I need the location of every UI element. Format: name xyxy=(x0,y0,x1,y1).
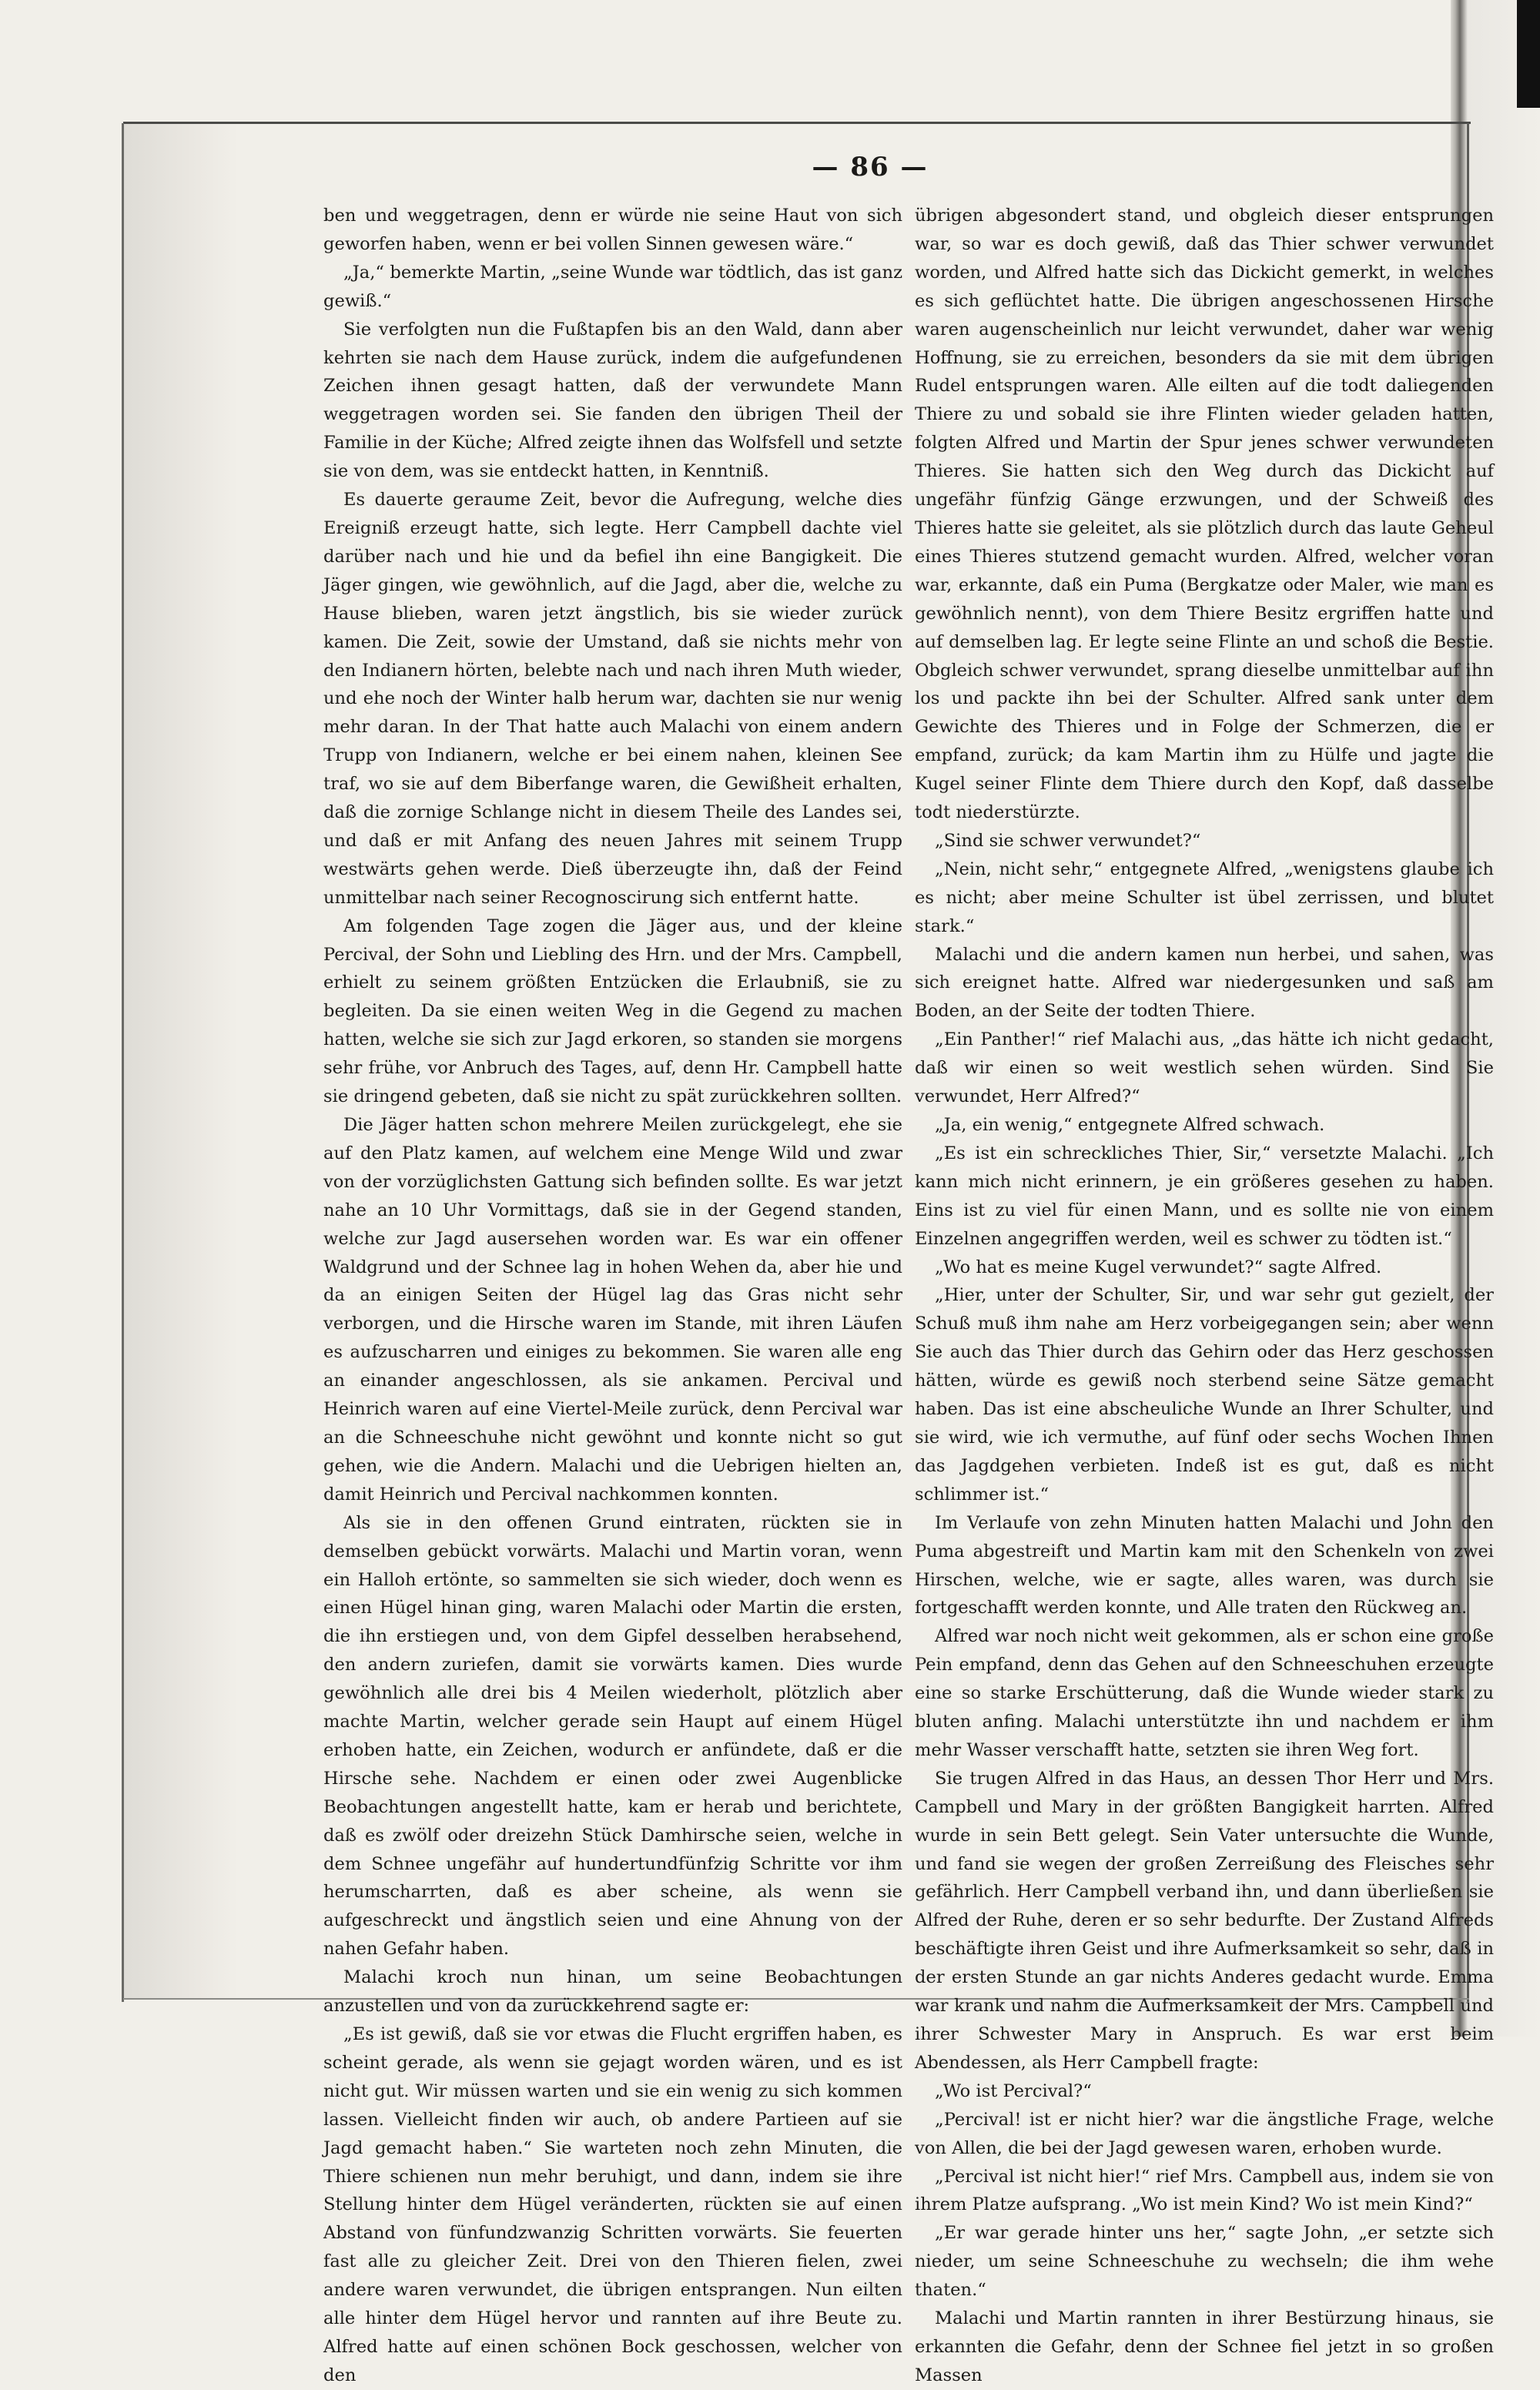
paragraph: „Ja, ein wenig,“ entgegnete Alfred schwach. xyxy=(935,1115,1325,1135)
paragraph: „Sind sie schwer verwundet?“ xyxy=(935,830,1201,851)
paragraph: „Wo hat es meine Kugel verwundet?“ sagte Alfred. xyxy=(935,1257,1382,1277)
paragraph: Am folgenden Tage zogen die Jäger aus, und der kleine Percival, der Sohn und Liebling des Hrn. und der Mrs. Campbell, erhielt zu seinem größten Entzücken die Erlaubniß, sie zu begleiten. Da sie einen weiten Weg in die Gegend zu machen hatten, welche sie sich zur Jagd erkoren, so standen sie morgens sehr frühe, vor Anbruch des Tages, auf, denn Hr. Campbell hatte sie dringend gebeten, daß sie nicht zu spät zurückkehren sollten. xyxy=(323,915,902,1107)
paragraph: Im Verlaufe von zehn Minuten hatten Malachi und John den Puma abgestreift und Martin kam mit den Schenkeln von zwei Hirschen, welche, wie er sagte, alles waren, was durch sie fortgeschafft werden konnte, und Alle traten den Rückweg an. xyxy=(915,1512,1494,1618)
paragraph: Es dauerte geraume Zeit, bevor die Aufregung, welche dies Ereigniß erzeugt hatte, sich legte. Herr Campbell dachte viel darüber nach und hie und da befiel ihn eine Bangigkeit. Die Jäger gingen, wie gewöhnlich, auf die Jagd, aber die, welche zu Hause blieben, waren jetzt ängstlich, bis sie wieder zurück kamen. Die Zeit, sowie der Umstand, daß sie nichts mehr von den Indianern hörten, belebte nach und nach ihren Muth wieder, und ehe noch der Winter halb herum war, dachten sie nur wenig mehr daran. In der That hatte auch Malachi von einem andern Trupp von Indianern, welche er bei einem nahen, kleinen See traf, wo sie auf dem Biberfange waren, die Gewißheit erhalten, daß die zornige Schlange nicht in diesem Theile des Landes sei, und daß er mit Anfang des neuen Jahres mit seinem Trupp westwärts gehen werde. Dieß überzeugte ihn, daß der Feind unmittelbar nach seiner Recognoscirung sich entfernt hatte. xyxy=(323,490,902,908)
paragraph: „Percival ist nicht hier!“ rief Mrs. Campbell aus, indem sie von ihrem Platze aufsprang. „Wo ist mein Kind? Wo ist mein Kind?“ xyxy=(915,2166,1494,2215)
paragraph: „Hier, unter der Schulter, Sir, und war sehr gut gezielt, der Schuß muß ihm nahe am Herz vorbeigegangen sein; aber wenn Sie auch das Thier durch das Gehirn oder das Herz geschossen hätten, würde es gewiß noch sterbend seine Sätze gemacht haben. Das ist eine abscheuliche Wunde an Ihrer Schulter, und sie wird, wie ich vermuthe, auf fünf oder sechs Wochen Ihnen das Jagdgehen verbieten. Indeß ist es gut, daß es nicht schlimmer ist.“ xyxy=(915,1285,1494,1505)
scan-edge xyxy=(1517,0,1540,108)
text-column-left xyxy=(323,202,902,2385)
paragraph: Alfred war noch nicht weit gekommen, als er schon eine große Pein empfand, denn das Gehen auf den Schneeschuhen erzeugte eine so starke Erschütterung, daß die Wunde wieder stark zu bluten anfing. Malachi unterstützte ihn und nachdem er ihm mehr Wasser verschafft hatte, setzten sie ihren Weg fort. xyxy=(915,1626,1494,1760)
paragraph: „Er war gerade hinter uns her,“ sagte John, „er setzte sich nieder, um seine Schneeschuhe zu wechseln; die ihm wehe thaten.“ xyxy=(915,2223,1494,2301)
scan-shadow xyxy=(123,123,239,1998)
page-border-top xyxy=(123,122,1471,124)
text-column-right xyxy=(915,202,1494,2385)
paragraph: „Ein Panther!“ rief Malachi aus, „das hätte ich nicht gedacht, daß wir einen so weit westlich sehen würden. Sind Sie verwundet, Herr Alfred?“ xyxy=(915,1029,1494,1107)
paragraph: „Nein, nicht sehr,“ entgegnete Alfred, „wenigstens glaube ich es nicht; aber meine Schulter ist übel zerrissen, und blutet stark.“ xyxy=(915,859,1494,936)
paragraph: Die Jäger hatten schon mehrere Meilen zurückgelegt, ehe sie auf den Platz kamen, auf welchem eine Menge Wild und zwar von der vorzüglichsten Gattung sich befinden sollte. Es war jetzt nahe an 10 Uhr Vormittags, daß sie in der Gegend standen, welche zur Jagd ausersehen worden war. Es war ein offener Waldgrund und der Schnee lag in hohen Wehen da, aber hie und da an einigen Seiten der Hügel lag das Gras nicht sehr verborgen, und die Hirsche waren im Stande, mit ihren Läufen es aufzuscharren und einiges zu bekommen. Sie waren alle eng an einander angeschlossen, als sie ankamen. Percival und Heinrich waren auf eine Viertel-Meile zurück, denn Percival war an die Schneeschuhe nicht gewöhnt und konnte nicht so gut gehen, wie die Andern. Malachi und die Uebrigen hielten an, damit Heinrich und Percival nachkommen konnten. xyxy=(323,1115,902,1505)
paragraph: „Ja,“ bemerkte Martin, „seine Wunde war tödtlich, das ist ganz gewiß.“ xyxy=(323,262,902,311)
paragraph: Malachi und die andern kamen nun herbei, und sahen, was sich ereignet hatte. Alfred war niedergesunken und saß am Boden, an der Seite der todten Thiere. xyxy=(915,944,1494,1022)
paragraph: Malachi und Martin rannten in ihrer Bestürzung hinaus, sie erkannten die Gefahr, denn der Schnee fiel jetzt in so großen Massen xyxy=(915,2308,1494,2385)
paragraph: ben und weggetragen, denn er würde nie seine Haut von sich geworfen haben, wenn er bei vollen Sinnen gewesen wäre.“ xyxy=(323,206,902,254)
paragraph: Als sie in den offenen Grund eintraten, rückten sie in demselben gebückt vorwärts. Malachi und Martin voran, wenn ein Halloh ertönte, so sammelten sie sich wieder, doch wenn es einen Hügel hinan ging, waren Malachi oder Martin die ersten, die ihn erstiegen und, von dem Gipfel desselben herabsehend, den andern zuriefen, damit sie vorwärts kamen. Dies wurde gewöhnlich alle drei bis 4 Meilen wiederholt, plötzlich aber machte Martin, welcher gerade sein Haupt auf einem Hügel erhoben hatte, ein Zeichen, wodurch er anfündete, daß er die Hirsche sehe. Nachdem er einen oder zwei Augenblicke Beobachtungen angestellt hatte, kam er herab und berichtete, daß es zwölf oder dreizehn Stück Damhirsche seien, welche in dem Schnee ungefähr auf hundertundfünfzig Schritte vor ihm herumscharrten, daß es aber scheine, als wenn sie aufgeschreckt und ängstlich seien und eine Ahnung von der nahen Gefahr haben. xyxy=(323,1512,902,1960)
paragraph: „Es ist ein schreckliches Thier, Sir,“ versetzte Malachi. „Ich kann mich nicht erinnern, je ein größeres gesehen zu haben. Eins ist zu viel für einen Mann, und es sollte nie von einem Einzelnen angegriffen werden, weil es schwer zu tödten ist.“ xyxy=(915,1143,1494,1249)
paragraph: Sie trugen Alfred in das Haus, an dessen Thor Herr und Mrs. Campbell und Mary in der größten Bangigkeit harrten. Alfred wurde in sein Bett gelegt. Sein Vater untersuchte die Wunde, und fand sie wegen der großen Zerreißung des Fleisches sehr gefährlich. Herr Campbell verband ihn, und dann überließen sie Alfred der Ruhe, deren er so sehr bedurfte. Der Zustand Alfreds beschäftigte ihren Geist und ihre Aufmerksamkeit so sehr, daß in der ersten Stunde an gar nichts Anderes gedacht wurde. Emma war krank und nahm die Aufmerksamkeit der Mrs. Campbell und ihrer Schwester Mary in Anspruch. Es war erst beim Abendessen, als Herr Campbell fragte: xyxy=(915,1768,1494,2073)
page-number: — 86 — xyxy=(812,152,929,182)
paragraph: „Es ist gewiß, daß sie vor etwas die Flucht ergriffen haben, es scheint gerade, als wenn sie gejagt worden wären, und es ist nicht gut. Wir müssen warten und sie ein wenig zu sich kommen lassen. Vielleicht finden wir auch, ob andere Partieen auf sie Jagd gemacht haben.“ Sie warteten noch zehn Minuten, die Thiere schienen nun mehr beruhigt, und dann, indem sie ihre Stellung hinter dem Hügel veränderten, rückten sie auf einen Abstand von fünfundzwanzig Schritten vorwärts. Sie feuerten fast alle zu gleicher Zeit. Drei von den Thieren fielen, zwei andere waren verwundet, die übrigen entsprangen. Nun eilten alle hinter dem Hügel hervor und rannten auf ihre Beute zu. Alfred hatte auf einen schönen Bock geschossen, welcher von den xyxy=(323,2024,902,2385)
page-border-left xyxy=(122,123,124,2002)
paragraph: „Wo ist Percival?“ xyxy=(935,2080,1092,2101)
paragraph: „Percival! ist er nicht hier? war die ängstliche Frage, welche von Allen, die bei der Jagd gewesen waren, erhoben wurde. xyxy=(915,2109,1494,2158)
paragraph: übrigen abgesondert stand, und obgleich dieser entsprungen war, so war es doch gewiß, daß das Thier schwer verwundet worden, und Alfred hatte sich das Dickicht gemerkt, in welches es sich geflüchtet hatte. Die übrigen angeschossenen Hirsche waren augenscheinlich nur leicht verwundet, daher war wenig Hoffnung, sie zu erreichen, besonders da sie mit dem übrigen Rudel entsprungen waren. Alle eilten auf die todt daliegenden Thiere zu und sobald sie ihre Flinten wieder geladen hatten, folgten Alfred und Martin der Spur jenes schwer verwundeten Thieres. Sie hatten sich den Weg durch das Dickicht auf ungefähr fünfzig Gänge erzwungen, und der Schweiß des Thieres hatte sie geleitet, als sie plötzlich durch das laute Geheul eines Thieres stutzend gemacht wurden. Alfred, welcher voran war, erkannte, daß ein Puma (Bergkatze oder Maler, wie man es gewöhnlich nennt), von dem Thiere Besitz ergriffen hatte und auf demselben lag. Er legte seine Flinte an und schoß die Bestie. Obgleich schwer verwundet, sprang dieselbe unmittelbar auf ihn los und packte ihn bei der Schulter. Alfred sank unter dem Gewichte des Thieres und in Folge der Schmerzen, die er empfand, zurück; da kam Martin ihm zu Hülfe und jagte die Kugel seiner Flinte dem Thiere durch den Kopf, daß dasselbe todt niederstürzte. xyxy=(915,206,1494,823)
paragraph: Sie verfolgten nun die Fußtapfen bis an den Wald, dann aber kehrten sie nach dem Hause zurück, indem die aufgefundenen Zeichen ihnen gesagt hatten, daß der verwundete Mann weggetragen worden sei. Sie fanden den übrigen Theil der Familie in der Küche; Alfred zeigte ihnen das Wolfsfell und setzte sie von dem, was sie entdeckt hatten, in Kenntniß. xyxy=(323,319,902,482)
paragraph: Malachi kroch nun hinan, um seine Beobachtungen anzustellen und von da zurückkehrend sagte er: xyxy=(323,1967,902,2017)
